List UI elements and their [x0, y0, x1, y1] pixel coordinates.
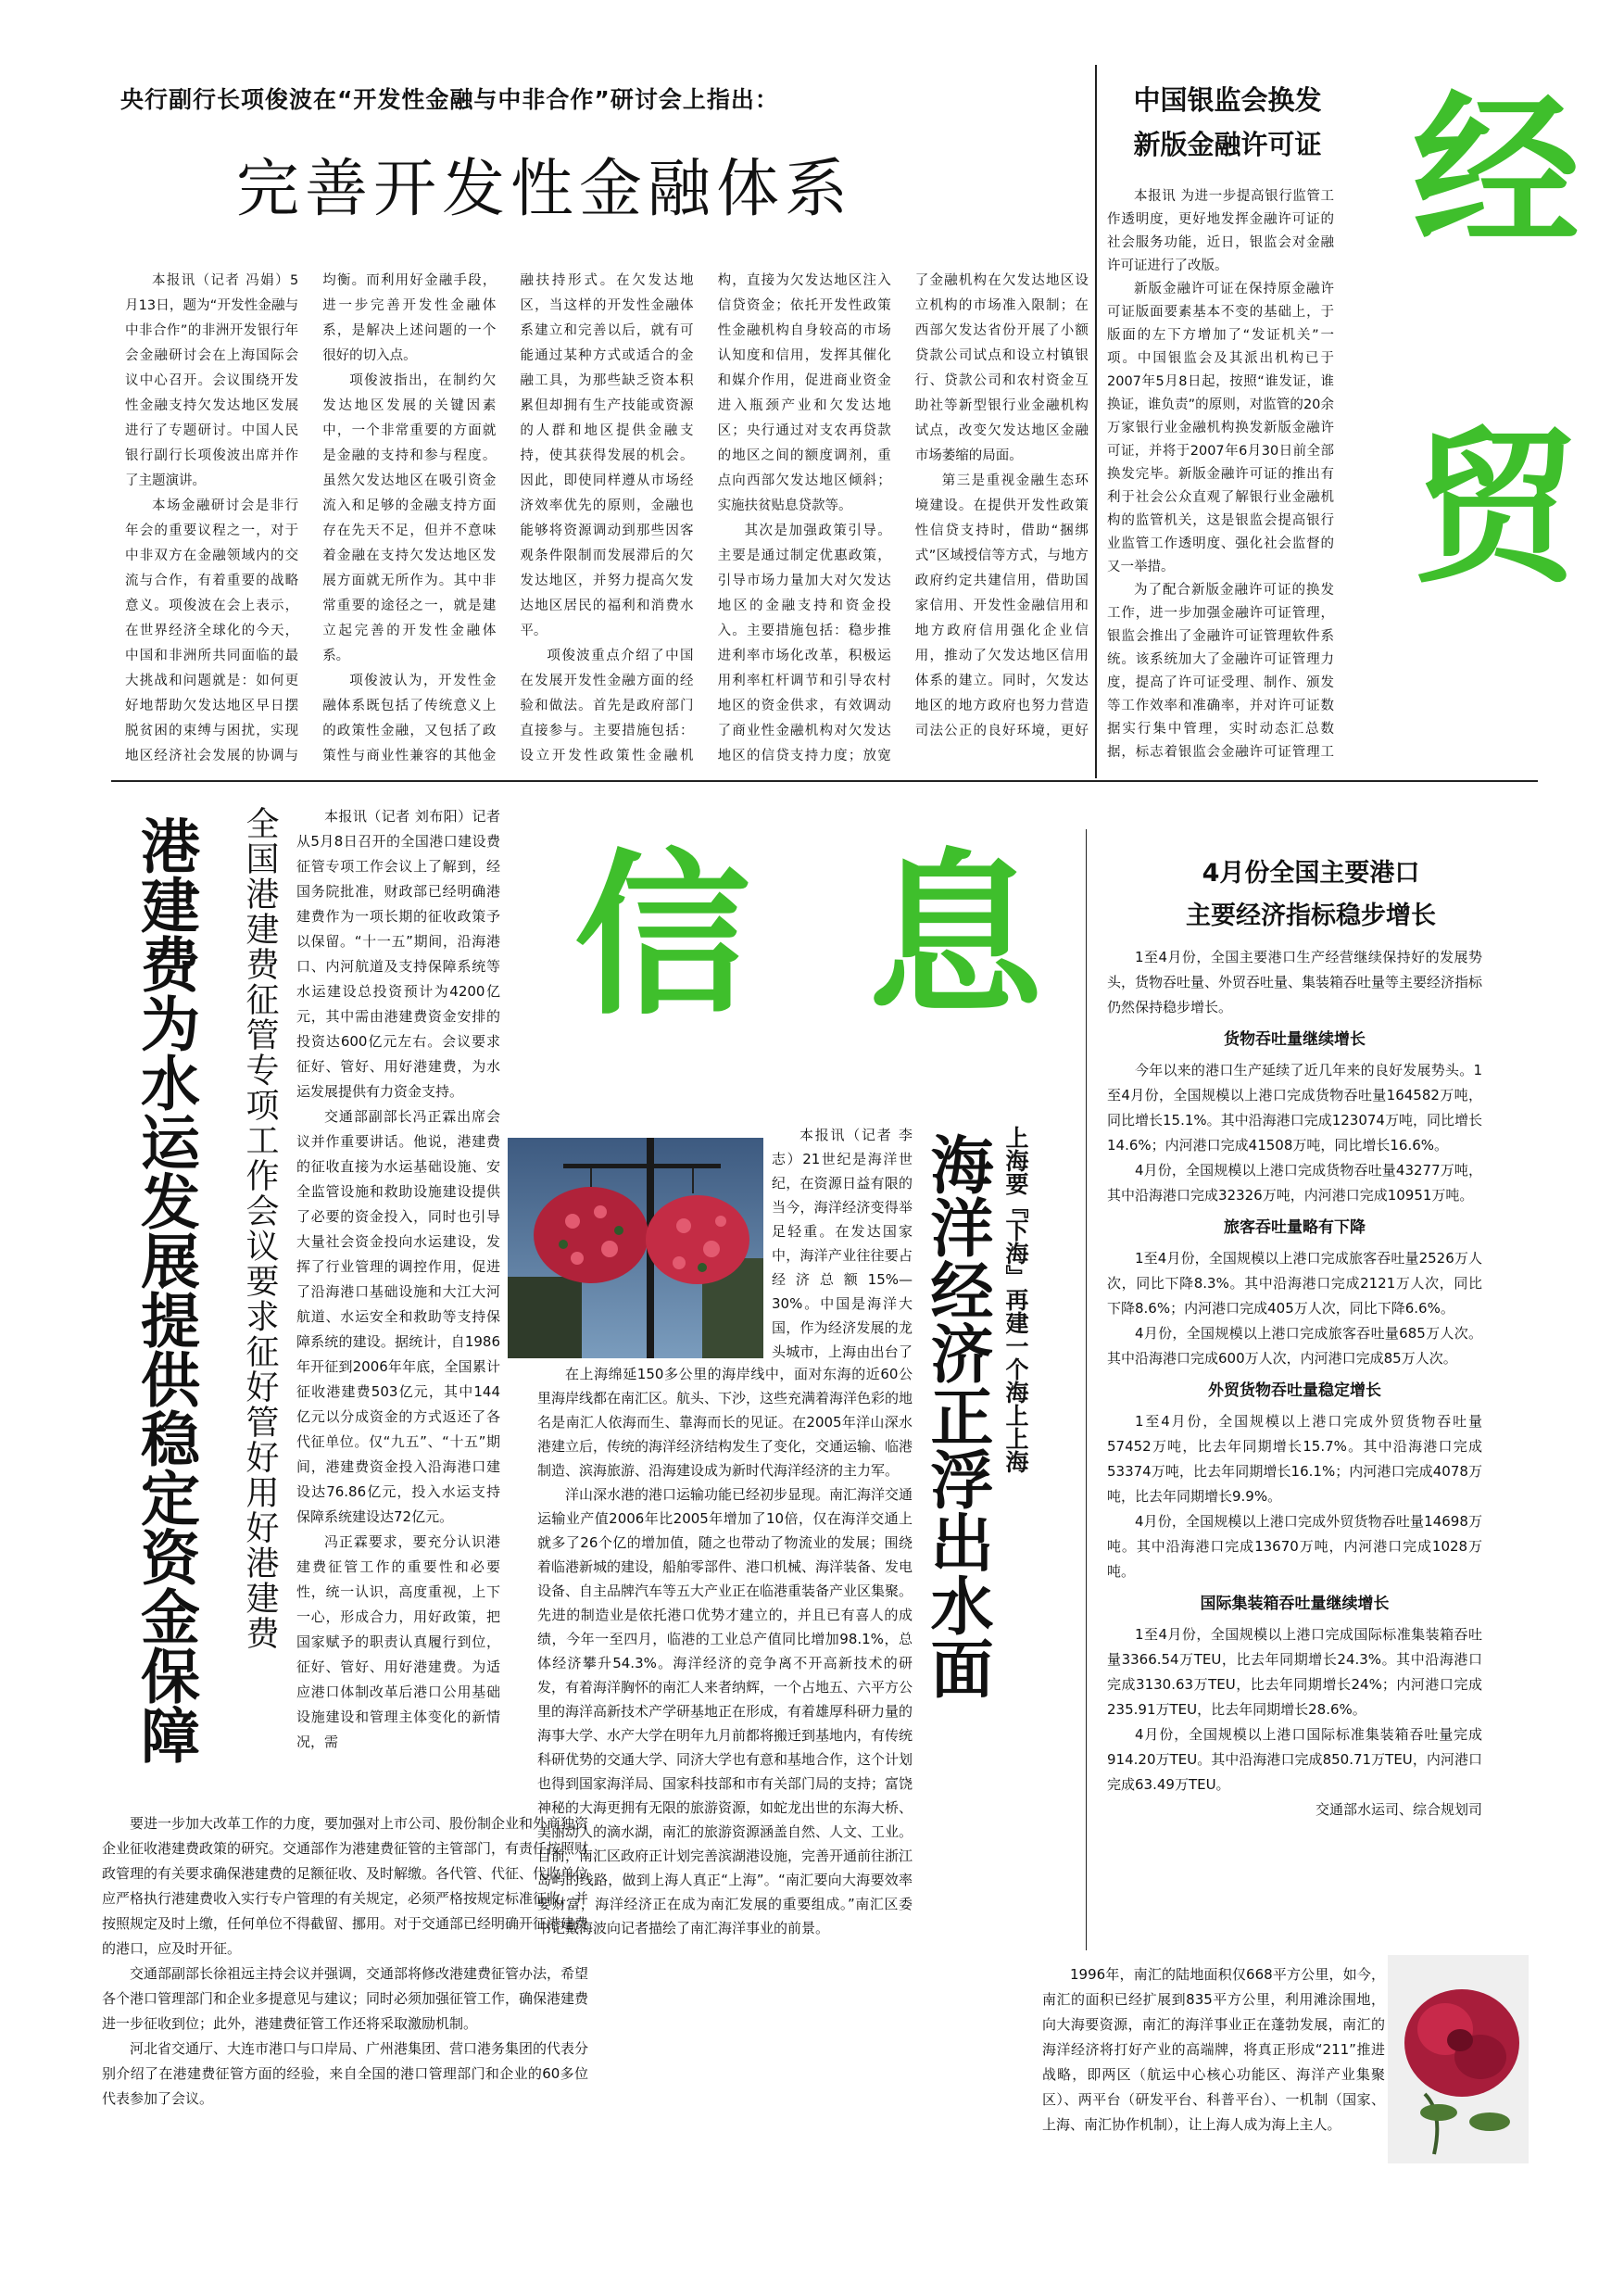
port-paragraph: 本报讯（记者 刘布阳）记者从5月8日召开的全国港口建设费征管专项工作会议上了解到，经国务院批准，财政部已经明确港建费作为一项长期的征收政策予以保留。“十一五”期间，沿海港口、内河航道及支持保障系统等水运建设总投资预计为4200亿元，其中需由港建费资金安排的投资达600亿元左右。会议要求征好、管好、用好港建费，为水运发展提供有力资金支持。 — [296, 808, 500, 1100]
finance-paragraph: 本场金融研讨会是非行年会的重要议程之一，对于中非双方在金融领域内的交流与合作，有着重要的战略意义。项俊波在会上表示，在世界经济全球化的今天，中国和非洲所共同面临的最大挑战和问题就是：如何更好地帮助欠发达地区早日摆脱贫困的束缚与困扰，实现地区经济社会发展的协调与均衡。而利用好金融手段，进一步完善开发性金融体系，是解决上述问题的一个很好的切入点。 — [125, 273, 497, 763]
finance-paragraph: 第三是重视金融生态环境建设。在提供开发性政策性信贷支持时，借助“捆绑式”区域授信等方式，与地方政府约定共建信用，借助国家信用、开发性金融信用和地方政府信用强化企业信用，推动了欠发达地区信用体系的建立。同时，欠发达地区的地方政府也努力营造司法公正的良好环境，更好 — [914, 473, 1089, 738]
stats-paragraph: 1至4月份，全国规模以上港口完成旅客吞吐量2526万人次，同比下降8.3%。其中沿海港口完成2121万人次，同比下降8.6%；内河港口完成405万人次，同比下降6.6%。 — [1107, 1250, 1482, 1317]
ocean-subhead: 上海要『下海』再建一个海上上海 — [1002, 1126, 1029, 1473]
red-flower-photo — [1388, 1955, 1529, 2163]
stats-section-title: 旅客吞吐量略有下降 — [1224, 1218, 1366, 1237]
ocean-headline: 海洋经济正浮出水面 — [920, 1132, 993, 1699]
port-body-top — [296, 804, 500, 1810]
finance-paragraph: 本报讯（记者 冯娟）5月13日，题为“开发性金融与中非合作”的非洲开发银行年会金融研讨会在上海国际会议中心召开。会议围绕开发性金融支持欠发达地区发展进行了专题研讨。中国人民银行副行长项俊波出席并作了主题演讲。 — [125, 273, 299, 488]
stats-byline: 交通部水运司、综合规划司 — [1315, 1801, 1482, 1818]
column-rule — [1086, 829, 1087, 1950]
ocean-body-end — [1042, 1962, 1385, 2185]
port-subhead: 全国港建费征管专项工作会议要求征好管好用好港建费 — [241, 806, 279, 1651]
finance-paragraph: 项俊波认为，开发性金融体系既包括了传统意义上的政策性金融，又包括了政策性与商业性兼容的其他金融扶持形式。在欠发达地区，当这样的开发性金融体系建立和完善以后，就有可能通过某种方式或适合的金融工具，为那些缺乏资本积累但却拥有生产技能或资源的人群和地区提供金融支持，使其获得发展的机会。因此，即使同样遵从市场经济效率优先的原则，金融也能够将资源调动到那些因客观条件限制而发展滞后的欠发达地区，并努力提高欠发达地区居民的福利和消费水平。 — [322, 273, 694, 763]
port-paragraph: 交通部副部长徐祖远主持会议并强调，交通部将修改港建费征管办法，希望各个港口管理部门和企业多提意见与建议；同时必须加强征管工作，确保港建费进一步征收到位；此外，港建费征管工作还将采取激励机制。 — [102, 1965, 588, 2032]
port-paragraph: 要进一步加大改革工作的力度，要加强对上市公司、股份制企业和外商独资企业征收港建费政策的研究。交通部作为港建费征管的主管部门，有责任按照财政管理的有关要求确保港建费的足额征收、及时解缴。各代管、代征、代收单位应严格执行港建费收入实行专户管理的有关规定，必须严格按规定标准征收，并按照规定及时上缴，任何单位不得截留、挪用。对于交通部已经明确开征港建费的港口，应及时开征。 — [102, 1815, 588, 1957]
stats-paragraph: 1至4月份，全国规模以上港口完成外贸货物吞吐量57452万吨，比去年同期增长15.7%。其中沿海港口完成53374万吨，比去年同期增长16.1%；内河港口完成4078万吨，比去年同期增长9.9%。 — [1107, 1413, 1482, 1505]
section-label-xinxi: 信 息 — [574, 832, 1072, 1039]
license-paragraph: 为了配合新版金融许可证的换发工作，进一步加强金融许可证管理，银监会推出了金融许可证管理软件系统。该系统加大了金融许可证管理力度，提高了许可证受理、制作、颁发等工作效率和准确率，并对许可证数据实行集中管理，实时动态汇总数据，标志着银监会金融许可证管理工 — [1107, 583, 1334, 760]
stats-paragraph: 4月份，全国规模以上港口完成旅客吞吐量685万人次。其中沿海港口完成600万人次，内河港口完成85万人次。 — [1107, 1325, 1482, 1367]
stats-paragraph: 今年以来的港口生产延续了近几年来的良好发展势头。1至4月份，全国规模以上港口完成货物吞吐量164582万吨，同比增长15.1%。其中沿海港口完成123074万吨，同比增长14.6%；内河港口完成41508万吨，同比增长16.6%。 — [1107, 1062, 1482, 1154]
stats-paragraph: 4月份，全国规模以上港口国际标准集装箱吞吐量完成914.20万TEU。其中沿海港口完成850.71万TEU，内河港口完成63.49万TEU。 — [1107, 1726, 1482, 1793]
ocean-paragraph: 1996年，南汇的陆地面积仅668平方公里，如今，南汇的面积已经扩展到835平方公里，利用滩涂围地，向大海要资源，南汇的海洋事业正在蓬勃发展，南汇的海洋经济将打好产业的高端牌，将真正形成“211”推进战略，即两区（航运中心核心功能区、海洋产业集聚区）、两平台（研发平台、科普平台）、一机制（国家、上海、南汇协作机制），让上海人成为海上主人。 — [1042, 1966, 1385, 2133]
port-paragraph: 冯正霖要求，要充分认识港建费征管工作的重要性和必要性，统一认识，高度重视，上下一心，形成合力，用好政策，把国家赋予的职责认真履行到位，征好、管好、用好港建费。为适应港口体制改革后港口公用基础设施建设和管理主体变化的新情况，需 — [296, 1533, 500, 1750]
finance-kicker: 央行副行长项俊波在“开发性金融与中非合作”研讨会上指出： — [120, 86, 779, 113]
license-paragraph: 本报讯 为进一步提高银行监管工作透明度，更好地发挥金融许可证的社会服务功能，近日，银监会对金融许可证进行了改版。 — [1107, 189, 1334, 273]
stats-headline-line2: 主要经济指标稳步增长 — [1186, 902, 1436, 930]
finance-paragraph: 项俊波重点介绍了中国在发展开发性金融方面的经验和做法。首先是政府部门直接参与。主要措施包括：设立开发性政策性金融机构，直接为欠发达地区注入信贷资金；依托开发性政策性金融机构自身较高的市场认知度和信用，发挥其催化和媒介作用，促进商业资金进入瓶颈产业和欠发达地区；央行通过对支农再贷款的地区之间的额度调剂，重点向西部欠发达地区倾斜；实施扶贫贴息贷款等。 — [520, 273, 891, 763]
ocean-paragraph: 在上海绵延150多公里的海岸线中，面对东海的近60公里海岸线都在南汇区。航头、下沙，这些充满着海洋色彩的地名是南汇人依海而生、靠海而长的见证。在2005年洋山深水港建立后，传统的海洋经济结构发生了变化，交通运输、临港制造、滨海旅游、沿海建设成为新时代海洋经济的主力军。 — [537, 1366, 913, 1479]
column-rule — [1095, 65, 1097, 778]
license-body — [1107, 185, 1334, 760]
stats-section-title: 货物吞吐量继续增长 — [1224, 1030, 1366, 1049]
port-paragraph: 交通部副部长冯正霖出席会议并作重要讲话。他说，港建费的征收直接为水运基础设施、安全监管设施和救助设施建设提供了必要的资金投入，同时也引导大量社会资金投向水运建设，发挥了行业管理的调控作用，促进了沿海港口基础设施和大江大河航道、水运安全和救助等支持保障系统的建设。据统计，自1986年开征到2006年年底，全国累计征收港建费503亿元，其中144亿元以分成资金的方式返还了各代征单位。仅“九五”、“十五”期间，港建费资金投入沿海港口建设达76.86亿元，投入水运支持保障系统建设达72亿元。 — [296, 1108, 500, 1525]
section-label-jingmao: 经 贸 — [1385, 83, 1580, 642]
finance-headline: 完善开发性金融体系 — [236, 153, 854, 226]
stats-intro: 1至4月份，全国主要港口生产经营继续保持好的发展势头，货物吞吐量、外贸吞吐量、集装箱吞吐量等主要经济指标仍然保持稳步增长。 — [1107, 949, 1482, 1015]
finance-paragraph: 其次是加强政策引导。主要是通过制定优惠政策，引导市场力量加大对欠发达地区的金融支持和资金投入。主要措施包括：稳步推进利率市场化改革，积极运用利率杠杆调节和引导农村地区的资金供求，有效调动了商业性金融机构对欠发达地区的信贷支持力度；放宽了金融机构在欠发达地区设立机构的市场准入限制；在西部欠发达省份开展了小额贷款公司试点和设立村镇银行、贷款公司和农村资金互助社等新型银行业金融机构试点，改变欠发达地区金融市场萎缩的局面。 — [717, 273, 1089, 763]
ocean-paragraph: 洋山深水港的港口运输功能已经初步显现。南汇海洋交通运输业产值2006年比2005年增加了10倍，仅在海洋交通上就多了26个亿的增加值，随之也带动了物流业的发展；围绕着临港新城的建设，船舶零部件、港口机械、海洋装备、发电设备、自主品牌汽车等五大产业正在临港重装备产业区集聚。先进的制造业是依托港口优势才建立的，并且已有喜人的成绩，今年一至四月，临港的工业总产值同比增加98.1%，总体经济攀升54.3%。海洋经济的竞争离不开高新技术的研发，有着海洋胸怀的南汇人来者纳辉，一个占地五、六平方公里的海洋高新技术产学研基地正在形成，有着雄厚科研力量的海事大学、水产大学在明年九月前都将搬迁到基地内，有传统科研优势的交通大学、同济大学也有意和基地合作，这个计划也得到国家海洋局、国家科技部和市有关部门局的支持；富饶神秘的大海更拥有无限的旅游资源，如蛇龙出世的东海大桥、美丽动人的滴水湖，南汇的旅游资源涵盖自然、人文、工业。目前，南汇区政府正计划完善滨湖港设施，完善开通前往浙江岛屿的线路，做到上海人真正“上海”。“南汇要向大海要效率要财富，海洋经济正在成为南汇发展的重要组成。”南汇区委书记戴海波向记者描绘了南汇海洋事业的前景。 — [537, 1486, 913, 1936]
stats-paragraph: 1至4月份，全国规模以上港口完成国际标准集装箱吞吐量3366.54万TEU，比去年同期增长24.3%。其中沿海港口完成3130.63万TEU，比去年同期增长24%；内河港口完成235.91万TEU，比去年同期增长28.6%。 — [1107, 1626, 1482, 1718]
stats-body — [1107, 945, 1482, 1950]
ocean-body-main — [537, 1362, 913, 2177]
port-headline: 港建费为水运发展提供稳定资金保障 — [131, 815, 199, 1764]
flower-basket-photo — [508, 1138, 763, 1358]
section-divider — [111, 780, 1538, 782]
license-headline-line1: 中国银监会换发 — [1133, 84, 1322, 116]
port-body-bottom — [102, 1811, 588, 2163]
stats-section-title: 国际集装箱吞吐量继续增长 — [1200, 1595, 1390, 1613]
finance-paragraph: 项俊波指出，在制约欠发达地区发展的关键因素中，一个非常重要的方面就是金融的支持和参与程度。虽然欠发达地区在吸引资金流入和足够的金融支持方面存在先天不足，但并不意味着金融在支持欠发达地区发展方面就无所作为。其中非常重要的途径之一，就是建立起完善的开发性金融体系。 — [322, 373, 497, 663]
stats-headline — [1107, 852, 1515, 938]
finance-body — [125, 269, 1089, 769]
stats-paragraph: 4月份，全国规模以上港口完成外贸货物吞吐量14698万吨。其中沿海港口完成13670万吨，内河港口完成1028万吨。 — [1107, 1513, 1482, 1580]
stats-paragraph: 4月份，全国规模以上港口完成货物吞吐量43277万吨，其中沿海港口完成32326万吨，内河港口完成10951万吨。 — [1107, 1162, 1482, 1204]
license-headline-line2: 新版金融许可证 — [1133, 129, 1322, 160]
license-paragraph: 新版金融许可证在保持原金融许可证版面要素基本不变的基础上，于版面的左下方增加了“发证机关”一项。中国银监会及其派出机构已于2007年5月8日起，按照“谁发证，谁换证，谁负责”的原则，对监管的20余万家银行业金融机构换发新版金融许可证，并将于2007年6月30日前全部换发完毕。新版金融许可证的推出有利于社会公众直观了解银行业金融机构的监管机关，这是银监会提高银行业监管工作透明度、强化社会监督的又一举措。 — [1107, 282, 1334, 574]
ocean-body-intro — [772, 1123, 913, 1359]
license-headline — [1112, 78, 1343, 167]
stats-headline-line1: 4月份全国主要港口 — [1202, 859, 1420, 888]
ocean-paragraph: 本报讯（记者 李志）21世纪是海洋世纪，在资源日益有限的当今，海洋经济变得举足轻重。在发达国家中，海洋产业往往要占经济总额15%—30%。中国是海洋大国，作为经济发展的龙头城市，上海由出台了 — [772, 1127, 913, 1359]
port-paragraph: 河北省交通厅、大连市港口与口岸局、广州港集团、营口港务集团的代表分别介绍了在港建费征管方面的经验，来自全国的港口管理部门和企业的60多位代表参加了会议。 — [102, 2040, 588, 2107]
stats-section-title: 外贸货物吞吐量稳定增长 — [1208, 1381, 1381, 1400]
